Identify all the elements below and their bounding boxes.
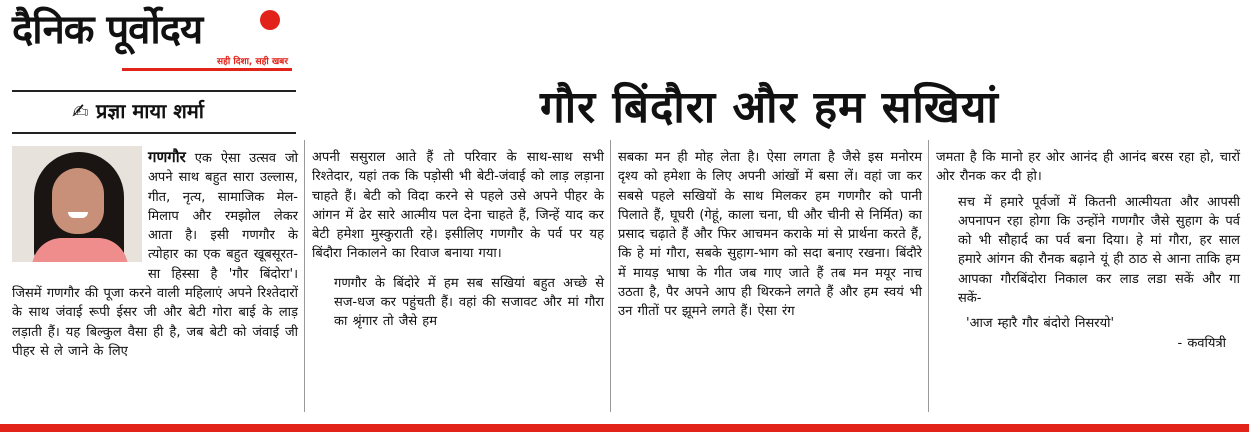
- article-column-3: [618, 148, 922, 322]
- masthead-rule: [122, 68, 292, 71]
- col2-paragraph-2: गणगौर के बिंदोरे में हम सब सखियां बहुत अच्छे से सज-धज कर पहुंचती हैं। वहां की सजावट और मां गौरा का श्रृंगार तो जैसे हम: [334, 275, 604, 330]
- signature: - कवयित्री: [1177, 335, 1226, 351]
- masthead-title: दैनिक पूर्वोदय: [12, 7, 203, 53]
- byline: [12, 90, 296, 134]
- col1-text: एक ऐसा उत्सव जो अपने साथ बहुत सारा उल्लास, गीत, नृत्य, सामाजिक मेल-मिलाप और रमझोल लेकर आता है। इसी गणगौर के त्योहार का एक बहुत खूबसूरत-सा हिस्सा है 'गौर बिंदोरा'। जिसमें गणगौर की पूजा करने वाली महिलाएं अपने रिश्तेदारों के साथ जंवाई रूपी ईसर जी और बेटी गोरा बाई के लाड़ लड़ाती हैं। यह बिल्कुल वैसा ही है, जब बेटी को जंवाई जी पीहर से ले जाने के लिए: [12, 151, 298, 359]
- column-divider: [304, 140, 305, 412]
- photo-float-spacer: [12, 148, 148, 266]
- bottom-rule: [0, 424, 1249, 432]
- article-column-4: [936, 148, 1240, 353]
- col2-paragraph-1: अपनी ससुराल आते हैं तो परिवार के साथ-साथ सभी रिश्तेदार, यहां तक कि पड़ोसी भी बेटी-जंवाई को लाड़ लड़ाना चाहते हैं। बेटी को विदा करने से पहले उसे अपने पीहर के आंगन में ढेर सारे आत्मीय पल देना चाहते हैं, जिन्हें याद कर बेटी हमेशा मुस्कुराती रहे। इसीलिए गणगौर के पर्व पर यह बिंदौरा निकालने का रिवाज बनाया गया।: [312, 150, 604, 262]
- article-lead-word: गणगौर: [148, 148, 186, 166]
- article-column-1: [12, 148, 298, 361]
- masthead: [12, 6, 302, 72]
- col3-paragraph: सबका मन ही मोह लेता है। ऐसा लगता है जैसे इस मनोरम दृश्य को हमेशा के लिए अपनी आंखों में बसा लें। वहां जा कर सबसे पहले सखियों के साथ मिलकर हम गणगौर को पानी पिलाते हैं, घूघरी (गेहूं, काला चना, घी और चीनी से निर्मित) का प्रसाद चढ़ाते हैं और फिर आचमन कराके मां से प्रार्थना करते हैं, कि हे मां गौरा, सबके सुहाग-भाग को सदा बनाए रखना। बिंदौरे में मायड़ भाषा के गीत जब गाए जाते हैं तब मन मयूर नाच उठता है, पैर अपने आप ही थिरकने लगते हैं और हम स्वयं भी उन गीतों पर झूमने लगते हैं। ऐसा रंग: [618, 150, 922, 320]
- article-column-2: [312, 148, 604, 332]
- pen-writing-icon: ✍: [72, 99, 89, 123]
- masthead-tagline: सही दिशा, सही खबर: [217, 57, 288, 67]
- closing-quote: 'आज म्हारै गौर बंदोरो निसरयो': [966, 316, 1115, 332]
- col4-paragraph-2: सच में हमारे पूर्वजों में कितनी आत्मीयता और आपसी अपनापन रहा होगा कि उन्होंने गणगौर जैसे सुहाग के पर्व को भी सौहार्द का पर्व बना दिया। हे मां गौरा, हर साल हमारे आंगन की रौनक बढ़ाने यूं ही ठाठ से आना ताकि हम आपका गौरबिंदोरा निकाल कर लाड लडा सकें और गा सकें-: [958, 194, 1240, 307]
- author-name: प्रज्ञा माया शर्मा: [96, 99, 204, 123]
- headline: गौर बिंदौरा और हम सखियां: [540, 82, 999, 133]
- col4-paragraph-1: जमता है कि मानो हर ओर आनंद ही आनंद बरस रहा हो, चारों ओर रौनक कर दी हो।: [936, 150, 1240, 185]
- column-divider: [610, 140, 611, 412]
- column-divider: [928, 140, 929, 412]
- masthead-sun-logo-icon: [260, 10, 280, 30]
